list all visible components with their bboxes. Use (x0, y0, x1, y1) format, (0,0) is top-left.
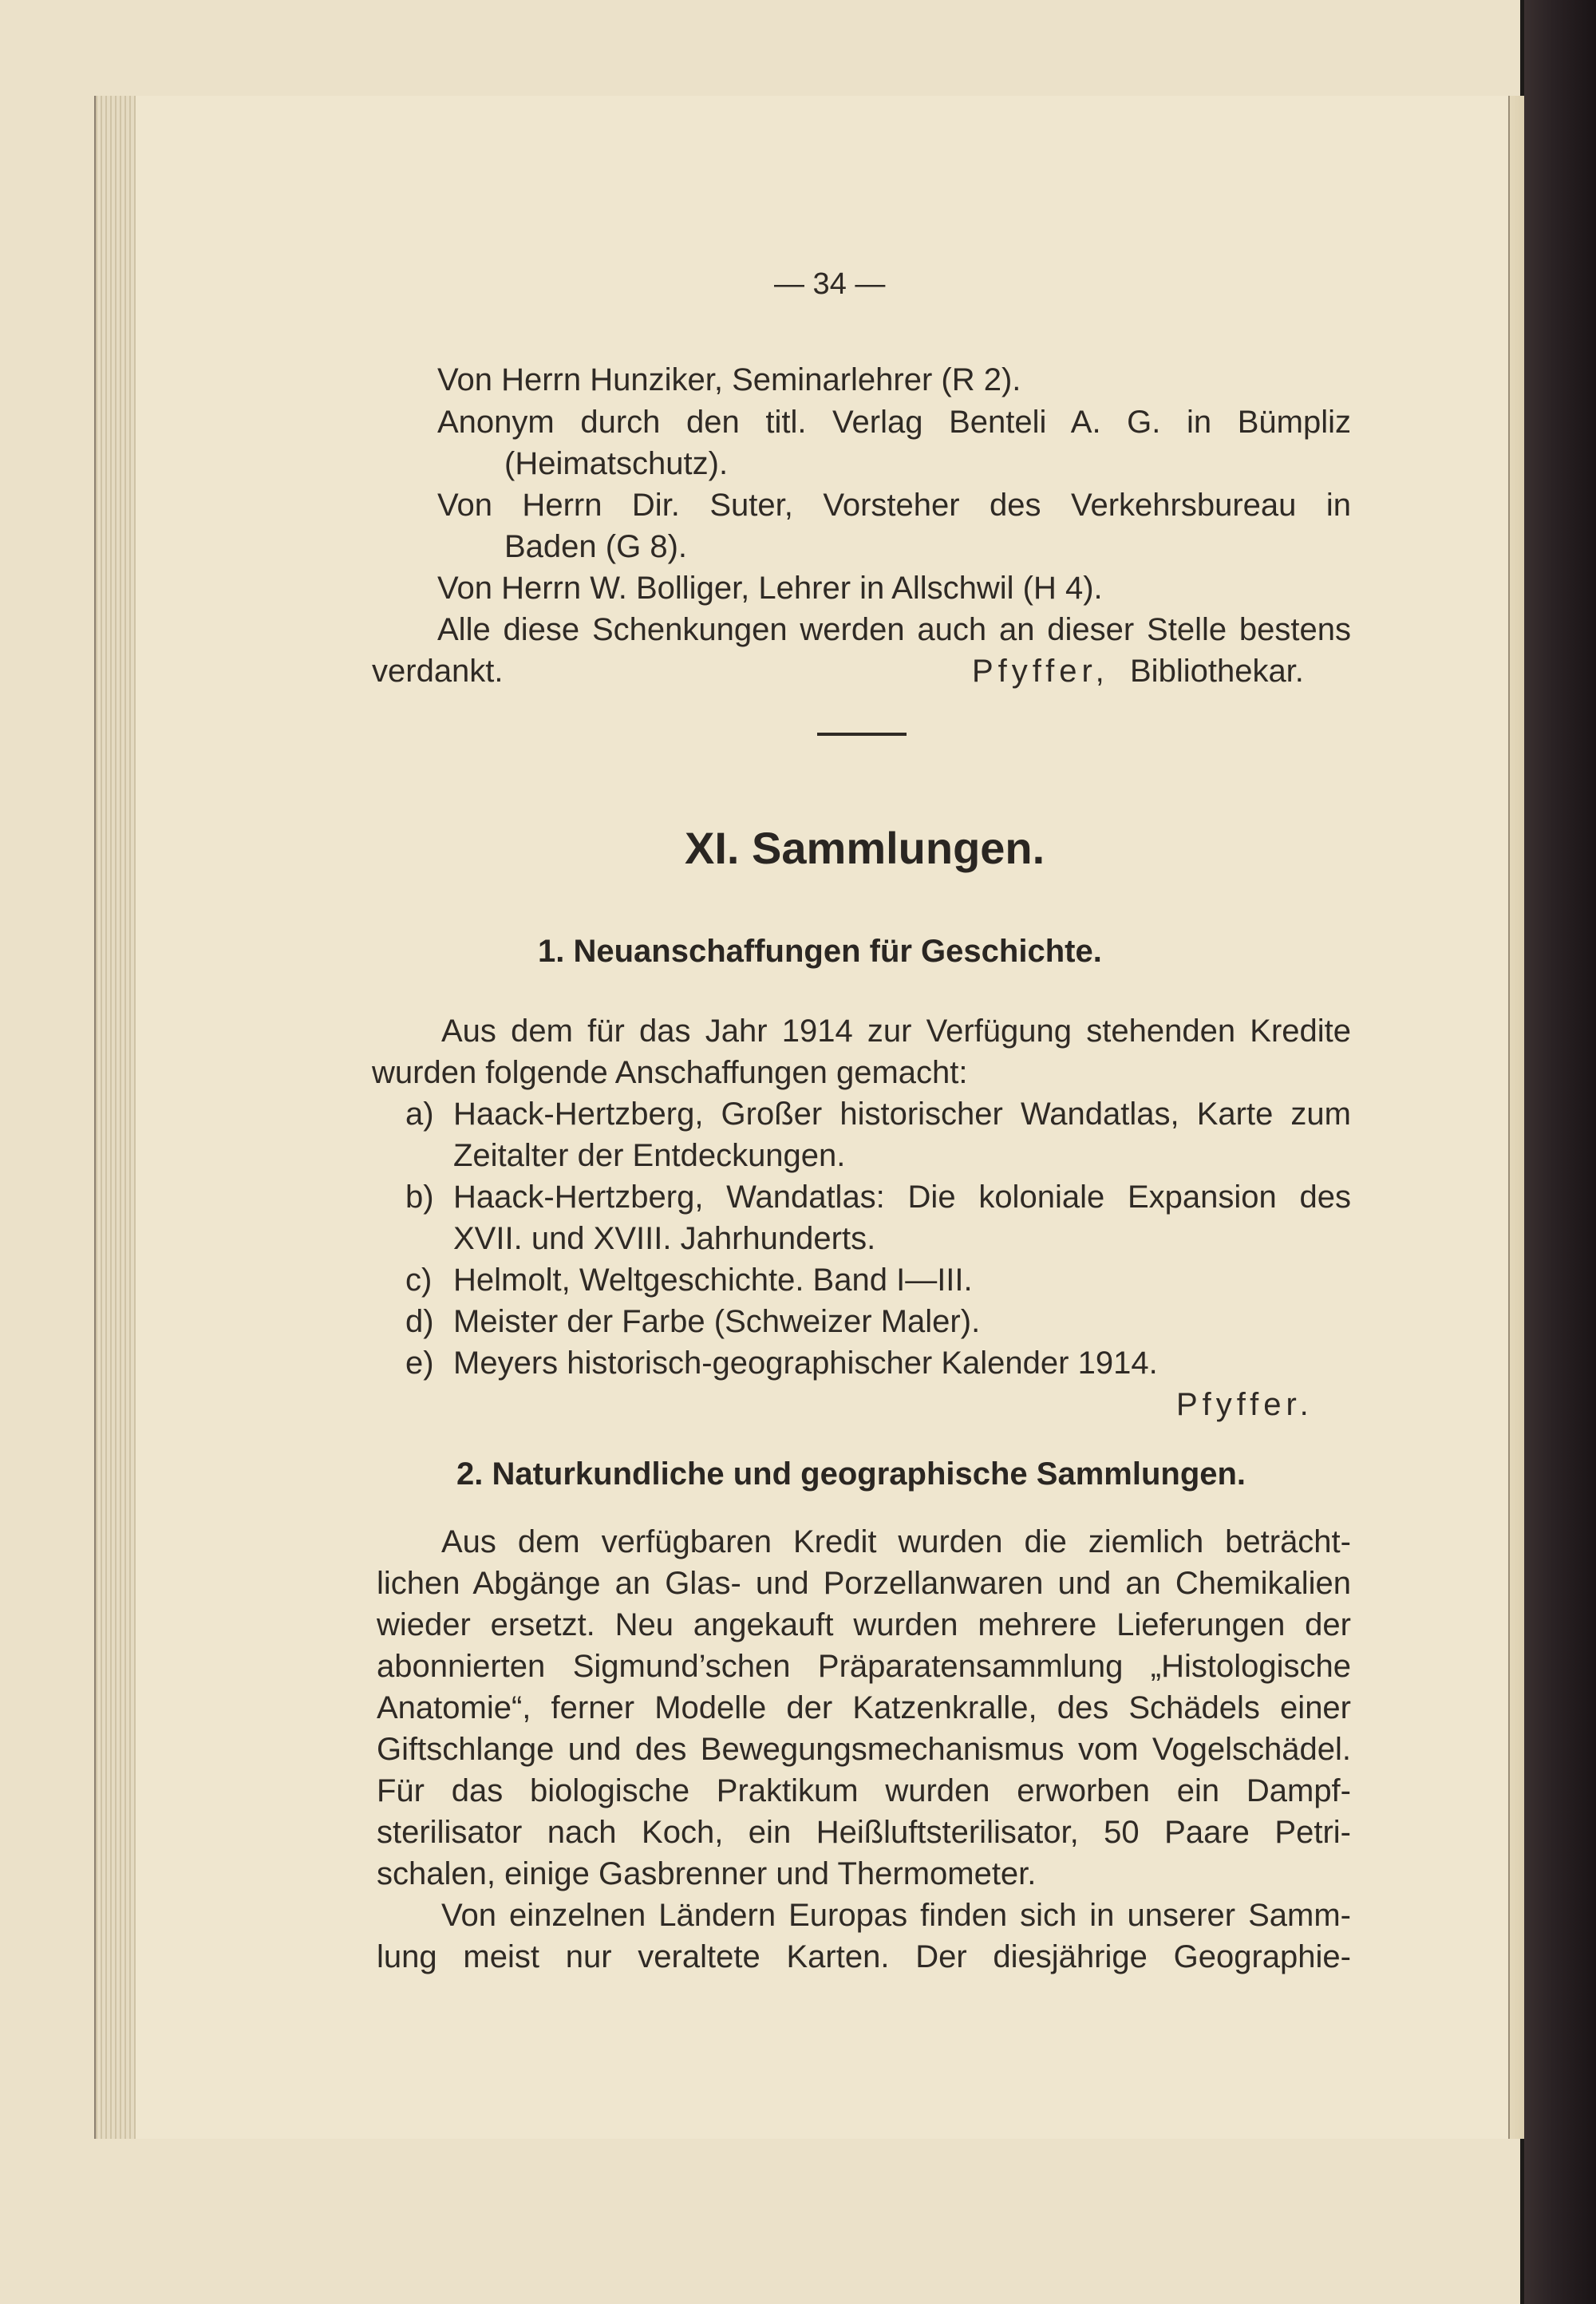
subsection-2-title: 2. Naturkundliche und geographische Sammlungen. (456, 1456, 1246, 1492)
item-a-line-2: Zeitalter der Entdeckungen. (453, 1138, 846, 1173)
donation-line-4: Von Herrn Dir. Suter, Vorsteher des Verkehrsbureau in (437, 488, 1351, 523)
sub1-signature: Pfyffer. (1176, 1387, 1314, 1422)
item-c-label: c) (405, 1263, 433, 1298)
item-c-line-1: Helmolt, Weltgeschichte. Band I—III. (453, 1263, 973, 1298)
sub2-line-11: lung meist nur veraltete Karten. Der diesjährige Geographie- (377, 1939, 1351, 1974)
donation-line-5: Baden (G 8). (504, 529, 688, 564)
sub1-intro-line-1: Aus dem für das Jahr 1914 zur Verfügung stehenden Kredite (441, 1014, 1351, 1049)
item-b-line-1: Haack-Hertzberg, Wandatlas: Die koloniale Expansion des (453, 1180, 1351, 1215)
separator-rule (817, 733, 907, 736)
sub2-line-3: wieder ersetzt. Neu angekauft wurden mehrere Lieferungen der (377, 1607, 1351, 1642)
signature-role: Bibliothekar. (1130, 654, 1304, 689)
item-b-label: b) (405, 1180, 434, 1215)
donation-line-6: Von Herrn W. Bolliger, Lehrer in Allschwil (H 4). (437, 571, 1103, 606)
sub2-line-5: Anatomie“, ferner Modelle der Katzenkralle, des Schädels einer (377, 1690, 1351, 1725)
sub2-line-9: schalen, einige Gasbrenner und Thermometer. (377, 1856, 1037, 1891)
donation-line-3: (Heimatschutz). (504, 446, 729, 481)
sub1-intro-line-2: wurden folgende Anschaffungen gemacht: (372, 1055, 968, 1090)
donation-line-2: Anonym durch den titl. Verlag Benteli A. G. in Bümpliz (437, 405, 1351, 440)
item-b-line-2: XVII. und XVIII. Jahrhunderts. (453, 1221, 876, 1256)
item-e-label: e) (405, 1346, 434, 1381)
sub2-line-2: lichen Abgänge an Glas- und Porzellanwaren und an Chemikalien (377, 1566, 1351, 1601)
donation-line-1: Von Herrn Hunziker, Seminarlehrer (R 2). (437, 362, 1021, 397)
page-stack-edge (94, 96, 137, 2139)
item-e-line-1: Meyers historisch-geographischer Kalender 1914. (453, 1346, 1158, 1381)
item-d-label: d) (405, 1304, 434, 1339)
subsection-1-title: 1. Neuanschaffungen für Geschichte. (538, 934, 1102, 969)
item-a-line-1: Haack-Hertzberg, Großer historischer Wandatlas, Karte zum (453, 1097, 1351, 1132)
section-title: XI. Sammlungen. (685, 823, 1045, 873)
sub2-line-6: Giftschlange und des Bewegungsmechanismus vom Vogelschädel. (377, 1732, 1351, 1767)
sub2-line-4: abonnierten Sigmund’schen Präparatensammlung „Histologische (377, 1649, 1351, 1684)
closing-text: verdankt. (372, 654, 504, 689)
book-cover-edge (1524, 0, 1596, 2304)
donation-line-7: Alle diese Schenkungen werden auch an dieser Stelle bestens (437, 612, 1351, 647)
signature-name: Pfyffer, (972, 654, 1109, 689)
page-number: — 34 — (774, 267, 886, 301)
item-d-line-1: Meister der Farbe (Schweizer Maler). (453, 1304, 981, 1339)
item-a-label: a) (405, 1097, 434, 1132)
sub2-line-8: sterilisator nach Koch, ein Heißluftsterilisator, 50 Paare Petri- (377, 1815, 1351, 1850)
sub2-line-1: Aus dem verfügbaren Kredit wurden die ziemlich beträcht- (441, 1524, 1351, 1559)
sub2-line-10: Von einzelnen Ländern Europas finden sich in unserer Samm- (441, 1898, 1351, 1933)
sub2-line-7: Für das biologische Praktikum wurden erworben ein Dampf- (377, 1773, 1351, 1808)
